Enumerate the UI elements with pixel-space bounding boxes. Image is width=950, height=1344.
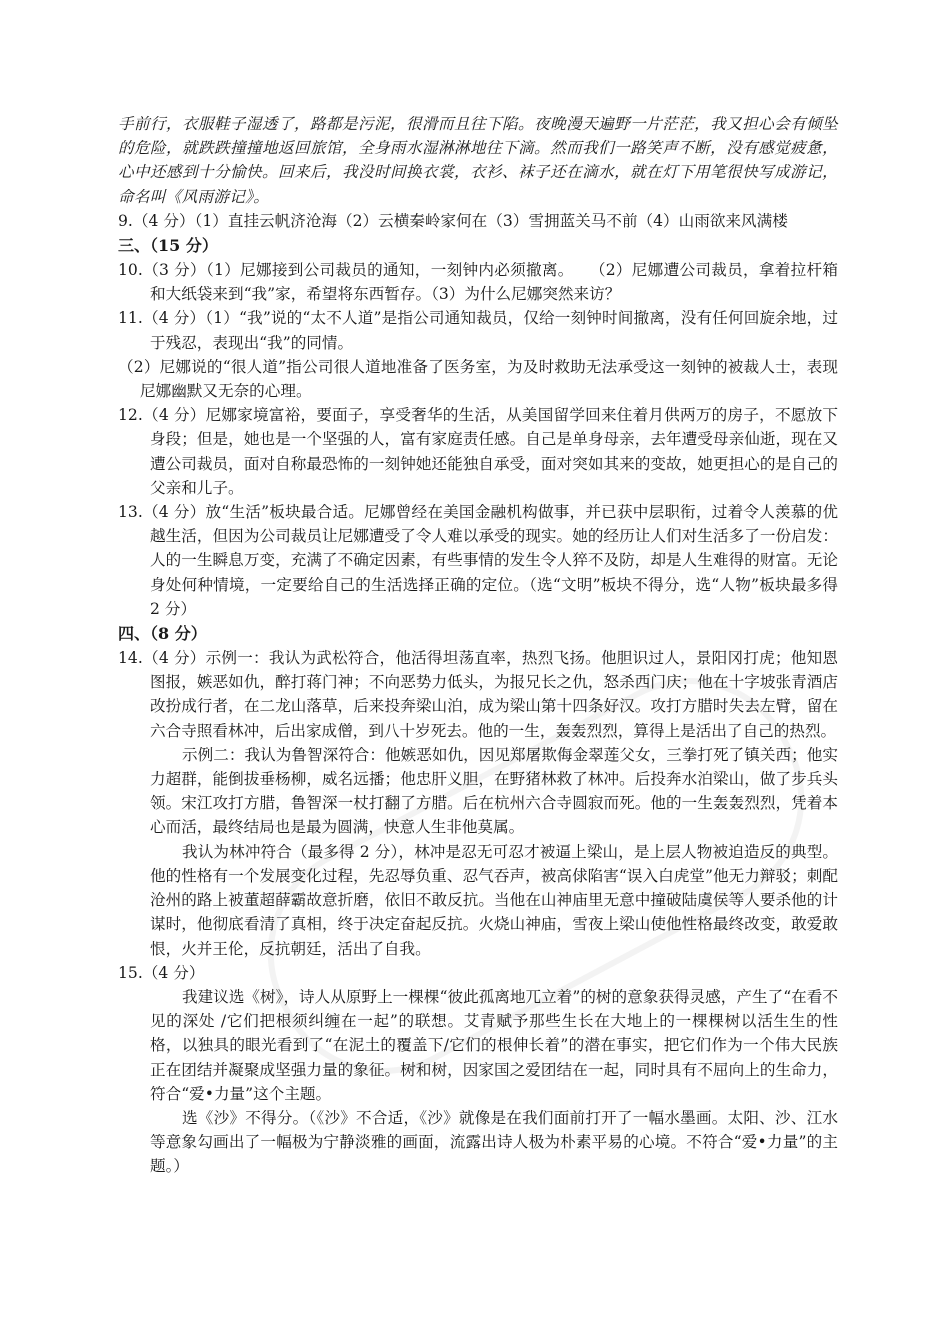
section-heading-4: 四、（8 分）	[118, 624, 207, 644]
answer-q11-part2: （2）尼娜说的“很人道”指公司很人道地准备了医务室，为及时救助无法承受这一刻钟的被裁人士，表现尼娜幽默又无奈的心理。	[118, 357, 838, 401]
answer-q11-part1: 11.（4 分）（1）“我”说的“太不人道”是指公司通知裁员，仅给一刻钟时间撤离，没有任何回旋余地，过于残忍，表现出“我”的同情。	[118, 309, 838, 352]
answer-q14-linchong: 我认为林冲符合（最多得 2 分），林冲是忍无可忍才被逼上梁山，是上层人物被迫造反的典型。他的性格有一个发展变化过程，先忍辱负重、忍气吞声，被高俅陷害“误入白虎堂”他无力辩驳；刺配沧州的路上被董超薛霸故意折磨，依旧不敢反抗。当他在山神庙里无意中撞破陆虞侯等人要杀他的计谋时，他彻底看清了真相，终于决定奋起反抗。火烧山神庙，雪夜上梁山使他性格最终改变，敢爱敢恨，火并王伦，反抗朝廷，活出了自我。	[150, 842, 838, 958]
answer-q14-example2: 示例二：我认为鲁智深符合：他嫉恶如仇，因见郑屠欺侮金翠莲父女，三拳打死了镇关西；他实力超群，能倒拔垂杨柳，威名远播；他忠肝义胆，在野猪林救了林冲。后投奔水泊梁山，做了步兵头领。宋江攻打方腊，鲁智深一杖打翻了方腊。后在杭州六合寺圆寂而死。他的一生轰轰烈烈，凭着本心而活，最终结局也是最为圆满，快意人生非他莫属。	[150, 745, 838, 837]
answer-q15-sand: 选《沙》不得分。（《沙》不合适，《沙》就像是在我们面前打开了一幅水墨画。太阳、沙、江水等意象勾画出了一幅极为宁静淡雅的画面，流露出诗人极为朴素平易的心境。不符合“爱•力量”的主题。）	[150, 1108, 838, 1176]
answer-q15-tree: 我建议选《树》，诗人从原野上一棵棵“彼此孤离地兀立着”的树的意象获得灵感，产生了“在看不见的深处 /它们把根须纠缠在一起”的联想。艾青赋予那些生长在大地上的一棵棵树以活生生的性格，以独具的眼光看到了“在泥土的覆盖下/它们的根伸长着”的潜在事实，把它们作为一个伟大民族正在团结并凝聚成坚强力量的象征。树和树，因家国之爱团结在一起，同时具有不屈向上的生命力，符合“爱•力量”这个主题。	[150, 987, 838, 1103]
answer-q15-label: 15.（4 分）	[118, 963, 205, 982]
answer-q13: 13.（4 分）放“生活”板块最合适。尼娜曾经在美国金融机构做事，并已获中层职衔，过着令人羡慕的优越生活，但因为公司裁员让尼娜遭受了令人难以承受的现实。她的经历让人们对生活多了一份启发：人的一生瞬息万变，充满了不确定因素，有些事情的发生令人猝不及防，却是人生难得的财富。无论身处何种情境，一定要给自己的生活选择正确的定位。（选“文明”板块不得分，选“人物”板块最多得 2 分）	[118, 503, 838, 618]
answer-q9: 9.（4 分）（1）直挂云帆济沧海（2）云横秦岭家何在（3）雪拥蓝关马不前（4）山雨欲来风满楼	[118, 211, 788, 230]
section-heading-3: 三、（15 分）	[118, 236, 218, 256]
answer-q12: 12.（4 分）尼娜家境富裕，要面子，享受奢华的生活，从美国留学回来住着月供两万的房子，不愿放下身段；但是，她也是一个坚强的人，富有家庭责任感。自己是单身母亲，去年遭受母亲仙逝，现在又遭公司裁员，面对自称最恐怖的一刻钟她还能独自承受，面对突如其来的变故，她更担心的是自己的父亲和儿子。	[118, 406, 838, 497]
answer-q14-example1: 14.（4 分）示例一：我认为武松符合，他活得坦荡直率，热烈飞扬。他胆识过人，景阳冈打虎；他知恩图报，嫉恶如仇，醉打蒋门神；不向恶势力低头，为报兄长之仇，怒杀西门庆；他在十字坡张青酒店改扮成行者，在二龙山落草，后来投奔梁山泊，成为梁山第十四条好汉。攻打方腊时失去左臂，留在六合寺照看林冲，后出家成僧，到八十岁死去。他的一生，轰轰烈烈，算得上是活出了自己的热烈。	[118, 649, 838, 740]
intro-paragraph: 手前行，衣服鞋子湿透了，路都是污泥，很滑而且往下陷。夜晚漫天遍野一片茫茫，我又担心会有倾坠的危险，就跌跌撞撞地返回旅馆，全身雨水湿淋淋地往下滴。然而我们一路笑声不断，没有感觉疲惫，心中还感到十分愉快。回来后，我没时间换衣裳，衣衫、袜子还在滴水，就在灯下用笔很快写成游记，命名叫《风雨游记》。	[118, 115, 838, 206]
answer-document	[118, 112, 838, 1179]
answer-q10: 10.（3 分）（1）尼娜接到公司裁员的通知，一刻钟内必须撤离。 （2）尼娜遭公司裁员，拿着拉杆箱和大纸袋来到“我”家，希望将东西暂存。（3）为什么尼娜突然来访？	[118, 261, 838, 304]
